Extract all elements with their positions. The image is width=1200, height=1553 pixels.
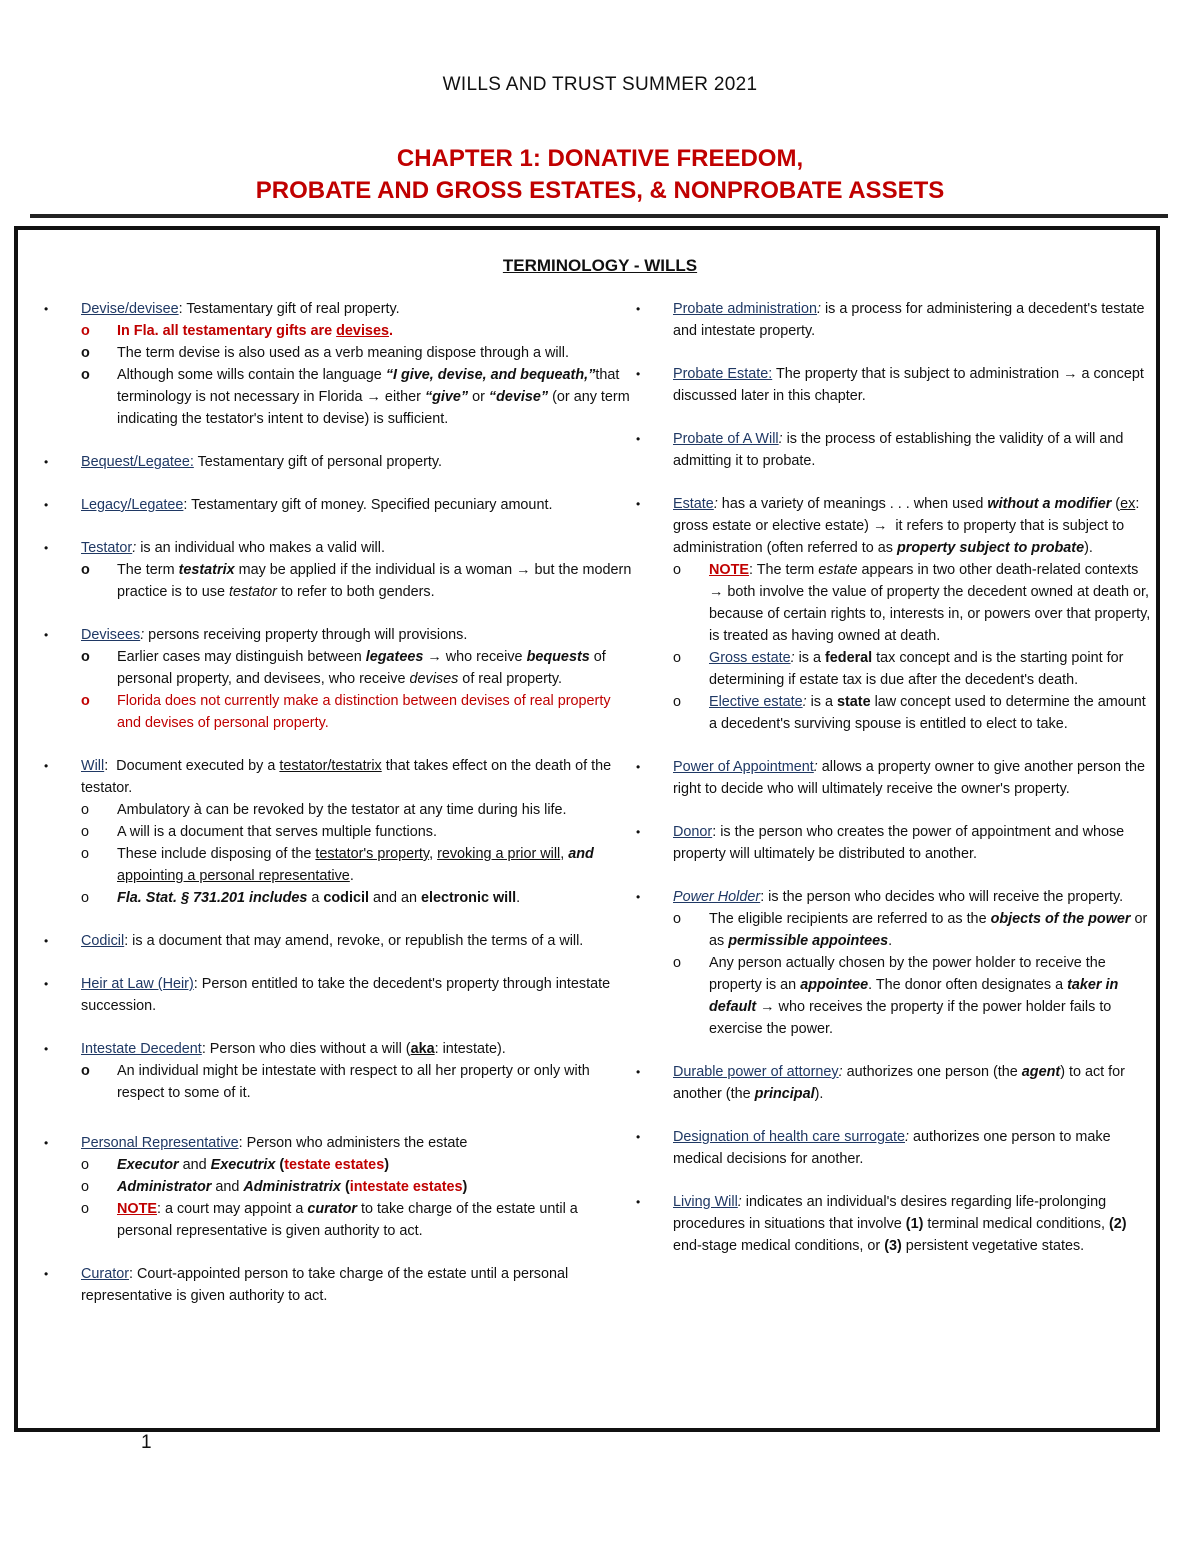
list-item: • Designation of health care surrogate: authorizes one person to make medical decisions for another. [636, 1129, 1111, 1167]
list-item: • Devisees: persons receiving property through will provisions. o Earlier cases may distinguish between legatees → who receive bequests of personal property, and devisees, who receive devises of real property. o Florida does not currently make a distinction between devises of real property and devises of personal property. [44, 627, 611, 731]
list-item: • Probate administration: is a process for administering a decedent's testate and intestate property. [636, 301, 1145, 339]
list-item: • Testator: is an individual who makes a valid will. o The term testatrix may be applied if the individual is a woman → but the modern practice is to use testator to refer to both genders. [44, 540, 632, 600]
document-header: WILLS AND TRUST SUMMER 2021 [442, 74, 758, 95]
left-column [44, 298, 634, 1307]
list-item: • Personal Representative: Person who administers the estate o Executor and Executrix (testate estates) o Administrator and Administratrix (intestate estates) o NOTE: a court may appoint a curator to take charge of the estate until a personal representative is given authority to act. [44, 1135, 578, 1239]
section-title: TERMINOLOGY - WILLS [502, 256, 698, 275]
list-item: • Durable power of attorney: authorizes one person (the agent) to act for another (the principal). [636, 1064, 1125, 1102]
page-number: 1 [141, 1432, 152, 1453]
list-item: • Heir at Law (Heir): Person entitled to take the decedent's property through intestate succession. [44, 976, 611, 1014]
list-item: • Curator: Court-appointed person to take charge of the estate until a personal representative is given authority to act. [44, 1266, 569, 1304]
list-item: • Estate: has a variety of meanings . . . when used without a modifier (ex: gross estate or elective estate) → it refers to property that is subject to administration (often referred to as property subject to probate). o NOTE: The term estate appears in two other death-related contexts → both involve the value of property the decedent owned at death or, because of certain rights to, interests in, or powers over that property, is treated as having owned at death. o Gross estate: is a federal tax concept and is the starting point for determining if estate tax is due after the decedent's death. o Elective estate: is a state law concept used to determine the amount a decedent's surviving spouse is entitled to elect to take. [636, 496, 1151, 732]
list-item: • Living Will: indicates an individual's desires regarding life-prolonging procedures in situations that involve (1) terminal medical conditions, (2) end-stage medical conditions, or (3) persistent vegetative states. [636, 1194, 1127, 1254]
chapter-title-line1: CHAPTER 1: DONATIVE FREEDOM, [396, 145, 804, 172]
list-item: • Codicil: is a document that may amend, revoke, or republish the terms of a will. [44, 933, 584, 949]
list-item: • Power Holder: is the person who decides who will receive the property. o The eligible recipients are referred to as the objects of the power or as permissible appointees. o Any person actually chosen by the power holder to receive the property is an appointee. The donor often designates a taker in default → who receives the property if the power holder fails to exercise the power. [636, 889, 1148, 1037]
list-item: • Power of Appointment: allows a property owner to give another person the right to decide who will ultimately receive the owner's property. [636, 759, 1145, 797]
list-item: • Devise/devisee: Testamentary gift of real property. o In Fla. all testamentary gifts are devises. o The term devise is also used as a verb meaning dispose through a will. o Although some wills contain the language “I give, devise, and bequeath,”that terminology is not necessary in Florida → either “give” or “devise” (or any term indicating the testator's intent to devise) is sufficient. [44, 298, 634, 430]
header-rule [30, 214, 1168, 218]
list-item: • Probate of A Will: is the process of establishing the validity of a will and admitting it to probate. [636, 431, 1124, 469]
list-item: • Legacy/Legatee: Testamentary gift of money. Specified pecuniary amount. [44, 497, 553, 513]
list-item: • Probate Estate: The property that is subject to administration → a concept discussed later in this chapter. [636, 366, 1144, 404]
list-item: • Bequest/Legatee: Testamentary gift of personal property. [44, 454, 443, 470]
chapter-title-line2: PROBATE AND GROSS ESTATES, & NONPROBATE ASSETS [255, 177, 945, 204]
list-item: • Will: Document executed by a testator/testatrix that takes effect on the death of the testator. o Ambulatory à can be revoked by the testator at any time during his life. o A will is a document that serves multiple functions. o These include disposing of the testator's property, revoking a prior will, and appointing a personal representative. o Fla. Stat. § 731.201 includes a codicil and an electronic will. [44, 758, 612, 906]
list-item: • Intestate Decedent: Person who dies without a will (aka: intestate). o An individual might be intestate with respect to all her property or only with respect to some of it. [44, 1041, 590, 1101]
right-column [636, 298, 1151, 1257]
list-item: • Donor: is the person who creates the power of appointment and whose property will ultimately be distributed to another. [636, 824, 1125, 862]
chapter-title [0, 143, 1200, 207]
bullet-icon: • [44, 302, 49, 316]
